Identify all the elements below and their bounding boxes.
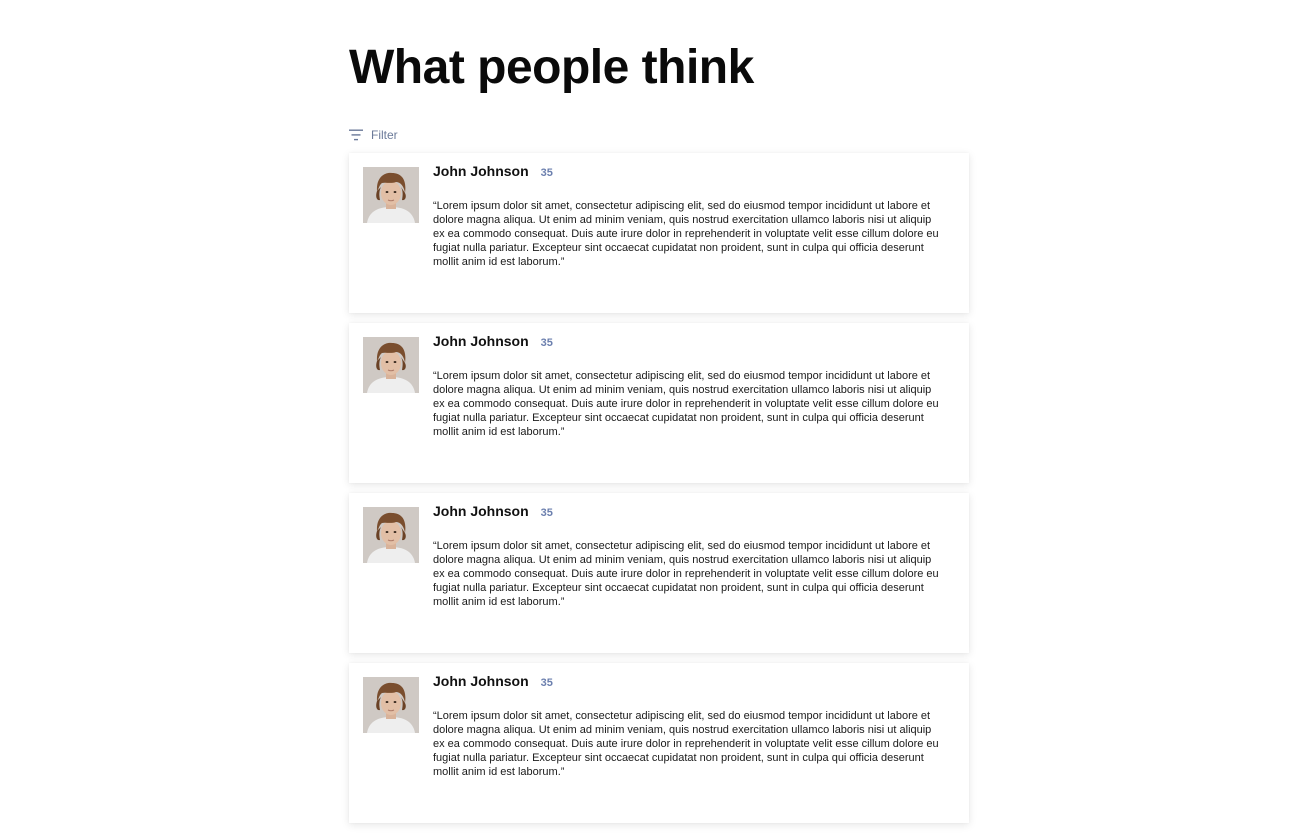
review-body [433,673,943,779]
review-card [349,323,969,483]
review-header [433,673,943,693]
review-count: 35 [540,337,553,349]
avatar [363,337,419,393]
review-list [349,153,969,833]
filter-label: Filter [371,128,398,142]
review-card [349,153,969,313]
reviewer-name: John Johnson [433,333,529,349]
review-count: 35 [540,167,553,179]
review-body [433,503,943,609]
avatar [363,677,419,733]
review-text: “Lorem ipsum dolor sit amet, consectetur adipiscing elit, sed do eiusmod tempor incididunt ut labore et dolore magna aliqua. Ut enim ad minim veniam, quis nostrud exercitation ullamco laboris nisi ut aliquip ex ea commodo consequat. Duis aute irure dolor in reprehenderit in voluptate velit esse cillum dolore eu fugiat nulla pariatur. Excepteur sint occaecat cupidatat non proident, sunt in culpa qui officia deserunt mollit anim id est laborum.” [433,370,939,438]
page-title: What people think [349,41,754,94]
reviewer-name: John Johnson [433,673,529,689]
review-card [349,663,969,823]
review-text: “Lorem ipsum dolor sit amet, consectetur adipiscing elit, sed do eiusmod tempor incididunt ut labore et dolore magna aliqua. Ut enim ad minim veniam, quis nostrud exercitation ullamco laboris nisi ut aliquip ex ea commodo consequat. Duis aute irure dolor in reprehenderit in voluptate velit esse cillum dolore eu fugiat nulla pariatur. Excepteur sint occaecat cupidatat non proident, sunt in culpa qui officia deserunt mollit anim id est laborum.” [433,200,939,268]
review-header [433,503,943,523]
avatar [363,167,419,223]
review-header [433,333,943,353]
review-header [433,163,943,183]
reviewer-name: John Johnson [433,163,529,179]
filter-icon [349,129,363,141]
review-body [433,163,943,269]
reviewer-name: John Johnson [433,503,529,519]
review-body [433,333,943,439]
review-text: “Lorem ipsum dolor sit amet, consectetur adipiscing elit, sed do eiusmod tempor incididunt ut labore et dolore magna aliqua. Ut enim ad minim veniam, quis nostrud exercitation ullamco laboris nisi ut aliquip ex ea commodo consequat. Duis aute irure dolor in reprehenderit in voluptate velit esse cillum dolore eu fugiat nulla pariatur. Excepteur sint occaecat cupidatat non proident, sunt in culpa qui officia deserunt mollit anim id est laborum.” [433,540,939,608]
review-count: 35 [540,677,553,689]
review-text: “Lorem ipsum dolor sit amet, consectetur adipiscing elit, sed do eiusmod tempor incididunt ut labore et dolore magna aliqua. Ut enim ad minim veniam, quis nostrud exercitation ullamco laboris nisi ut aliquip ex ea commodo consequat. Duis aute irure dolor in reprehenderit in voluptate velit esse cillum dolore eu fugiat nulla pariatur. Excepteur sint occaecat cupidatat non proident, sunt in culpa qui officia deserunt mollit anim id est laborum.” [433,710,939,778]
filter-button[interactable] [349,126,398,144]
review-count: 35 [540,507,553,519]
avatar [363,507,419,563]
review-card [349,493,969,653]
